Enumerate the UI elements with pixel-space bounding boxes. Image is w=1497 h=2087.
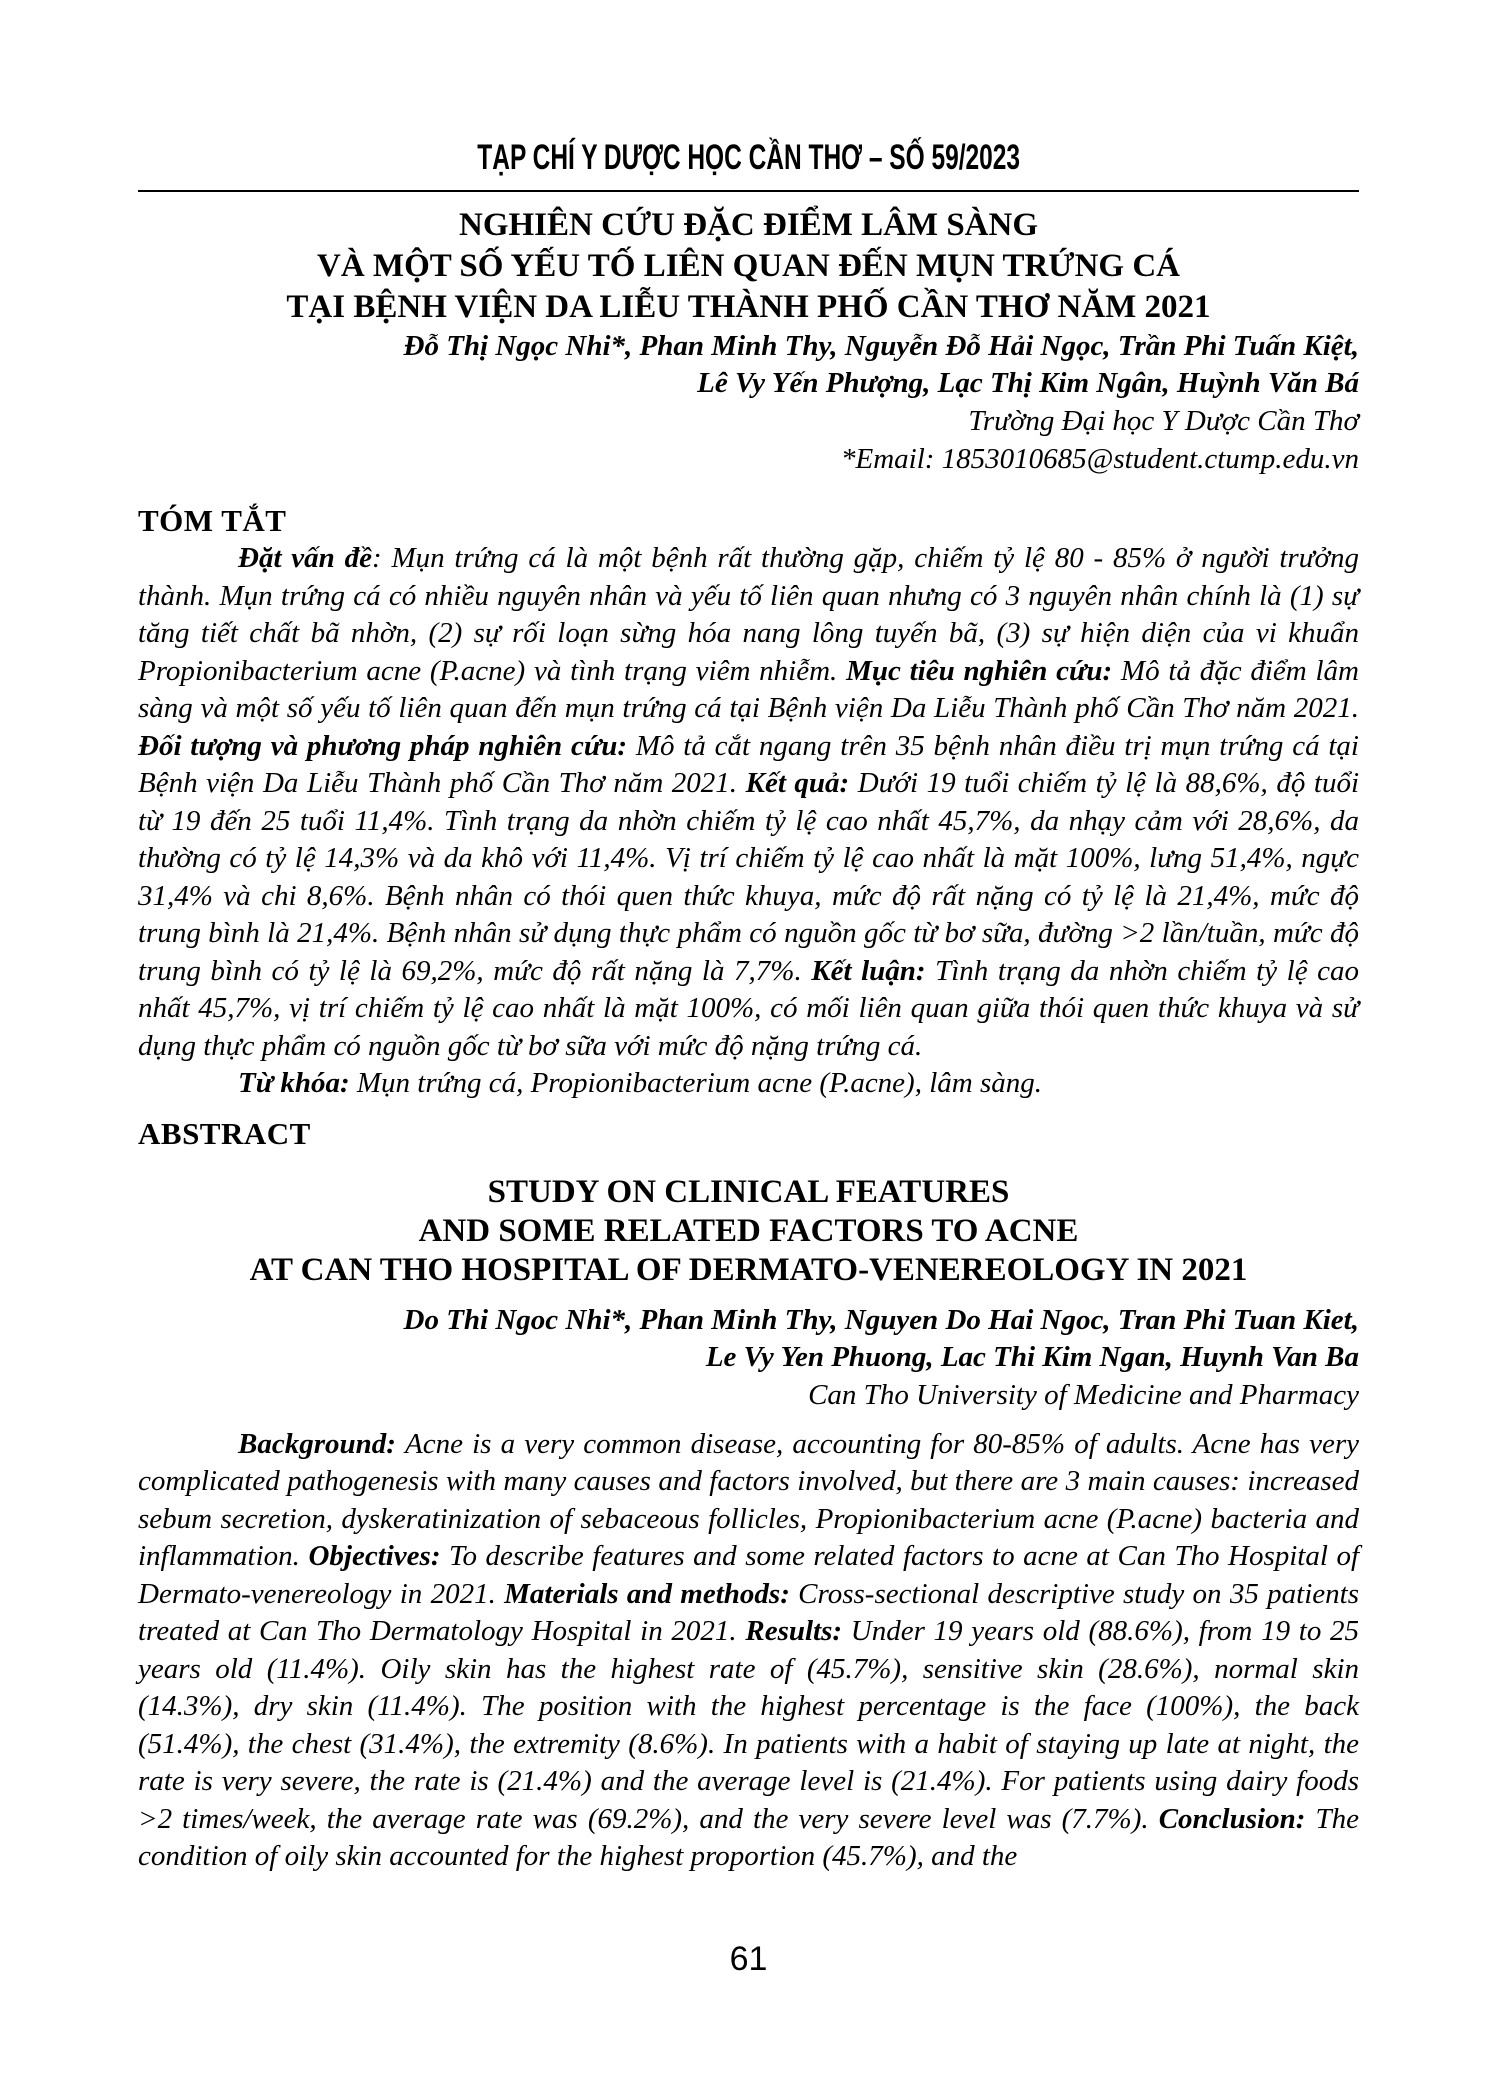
journal-header-text: TẠP CHÍ Y DƯỢC HỌC CẦN THƠ – SỐ 59/2023 [477,138,1020,177]
affiliation-vi: Trường Đại học Y Dược Cần Thơ [968,405,1359,437]
authors-en [138,1302,1359,1376]
authors-en-line2: Le Vy Yen Phuong, Lac Thi Kim Ngan, Huynh Van Ba [705,1340,1359,1373]
article-title-vi-line2: VÀ MỘT SỐ YẾU TỐ LIÊN QUAN ĐẾN MỤN TRỨNG CÁ [317,248,1180,284]
article-title-vi-line3: TẠI BỆNH VIỆN DA LIỄU THÀNH PHỐ CẦN THƠ NĂM 2021 [286,289,1211,325]
affiliation-en: Can Tho University of Medicine and Pharmacy [808,1378,1359,1411]
header-divider [138,190,1359,192]
authors-vi-line1: Đỗ Thị Ngọc Nhi*, Phan Minh Thy, Nguyễn Đỗ Hải Ngọc, Trần Phi Tuấn Kiệt, [403,330,1359,362]
article-title-en-line2: AND SOME RELATED FACTORS TO ACNE [418,1212,1079,1249]
article-title-en [138,1173,1359,1290]
corresponding-email: *Email: 1853010685@student.ctump.edu.vn [841,443,1359,475]
page-number: 61 [729,1940,768,1978]
abstract-paragraph-en: Background: Acne is a very common disease, accounting for 80-85% of adults. Acne has very complicated pathogenesis with many causes and factors involved, but there are 3 main causes: increased sebum secretion, dyskeratinization of sebaceous follicles, Propionibacterium acne (P.acne) bacteria and inflammation. Objectives: To describe features and some related factors to acne at Can Tho Hospital of Dermato-venereology in 2021. Materials and methods: Cross-sectional descriptive study on 35 patients treated at Can Tho Dermatology Hospital in 2021. Results: Under 19 years old (88.6%), from 19 to 25 years old (11.4%). Oily skin has the highest rate of (45.7%), sensitive skin (28.6%), normal skin (14.3%), dry skin (11.4%). The position with the highest percentage is the face (100%), the back (51.4%), the chest (31.4%), the extremity (8.6%). In patients with a habit of staying up late at night, the rate is very severe, the rate is (21.4%) and the average level is (21.4%). For patients using dairy foods >2 times/week, the average rate was (69.2%), and the very severe level was (7.7%). Conclusion: The condition of oily skin accounted for the highest proportion (45.7%), and the [138,1427,1360,1872]
authors-vi [138,328,1359,402]
abstract-paragraph-vi: Đặt vấn đề: Mụn trứng cá là một bệnh rất thường gặp, chiếm tỷ lệ 80 - 85% ở người trưởng thành. Mụn trứng cá có nhiều nguyên nhân và yếu tố liên quan nhưng có 3 nguyên nhân chính là (1) sự tăng tiết chất bã nhờn, (2) sự rối loạn sừng hóa nang lông tuyến bã, (3) sự hiện diện của vi khuẩn Propionibacterium acne (P.acne) và tình trạng viêm nhiễm. Mục tiêu nghiên cứu: Mô tả đặc điểm lâm sàng và một số yếu tố liên quan đến mụn trứng cá tại Bệnh viện Da Liễu Thành phố Cần Thơ năm 2021. Đối tượng và phương pháp nghiên cứu: Mô tả cắt ngang trên 35 bệnh nhân điều trị mụn trứng cá tại Bệnh viện Da Liễu Thành phố Cần Thơ năm 2021. Kết quả: Dưới 19 tuổi chiếm tỷ lệ là 88,6%, độ tuổi từ 19 đến 25 tuổi 11,4%. Tình trạng da nhờn chiếm tỷ lệ cao nhất 45,7%, da nhạy cảm với 28,6%, da thường có tỷ lệ 14,3% và da khô với 11,4%. Vị trí chiếm tỷ lệ cao nhất là mặt 100%, lưng 51,4%, ngực 31,4% và chi 8,6%. Bệnh nhân có thói quen thức khuya, mức độ rất nặng có tỷ lệ là 21,4%, mức độ trung bình là 21,4%. Bệnh nhân sử dụng thực phẩm có nguồn gốc từ bơ sữa, đường >2 lần/tuần, mức độ trung bình có tỷ lệ là 69,2%, mức độ rất nặng là 7,7%. Kết luận: Tình trạng da nhờn chiếm tỷ lệ cao nhất 45,7%, vị trí chiếm tỷ lệ cao nhất là mặt 100%, có mối liên quan giữa thói quen thức khuya và sử dụng thực phẩm có nguồn gốc từ bơ sữa với mức độ nặng trứng cá. [138,542,1360,1062]
abstract-heading-vi: TÓM TẮT [138,503,287,538]
journal-header [138,0,1359,183]
authors-en-line1: Do Thi Ngoc Nhi*, Phan Minh Thy, Nguyen Do Hai Ngoc, Tran Phi Tuan Kiet, [403,1303,1359,1336]
authors-vi-line2: Lê Vy Yến Phượng, Lạc Thị Kim Ngân, Huỳnh Văn Bá [697,367,1359,399]
article-title-vi [138,205,1359,328]
article-title-en-line3: AT CAN THO HOSPITAL OF DERMATO-VENEREOLOGY IN 2021 [249,1251,1248,1288]
abstract-heading-en: ABSTRACT [138,1115,311,1151]
article-title-vi-line1: NGHIÊN CỨU ĐẶC ĐIỂM LÂM SÀNG [458,207,1039,243]
keywords-vi: Từ khóa: Mụn trứng cá, Propionibacterium acne (P.acne), lâm sàng. [238,1067,1042,1099]
article-title-en-line1: STUDY ON CLINICAL FEATURES [487,1173,1010,1210]
